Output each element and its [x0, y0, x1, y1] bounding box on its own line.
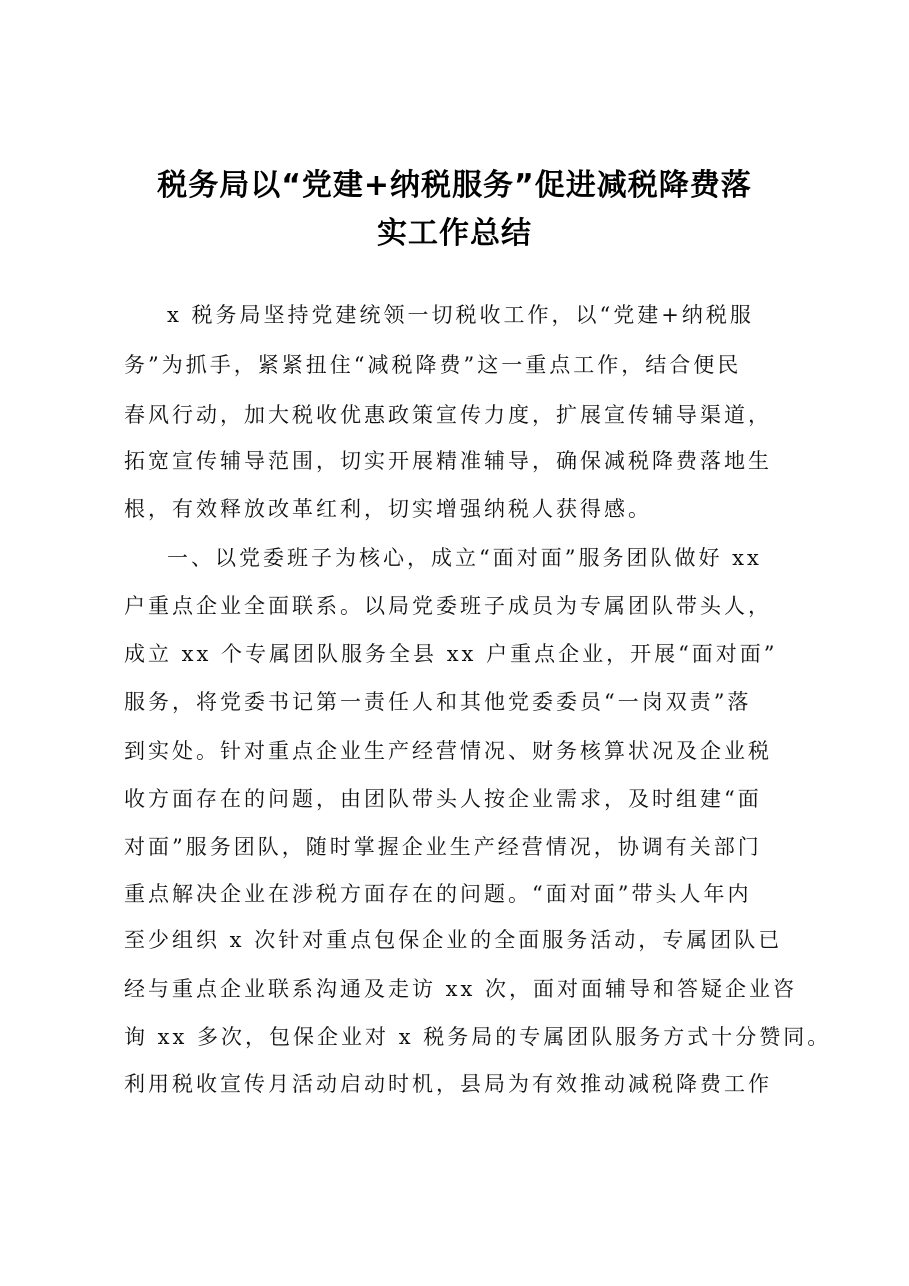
body-line-2: 务”为抓手，紧紧扭住“减税降费”这一重点工作，结合便民	[124, 353, 742, 377]
body-line-17: 利用税收宣传月活动启动时机，县局为有效推动减税降费工作	[124, 1072, 772, 1096]
body-line-7: 户重点企业全面联系。以局党委班子成员为专属团队带头人，	[124, 594, 772, 618]
body-line-10: 到实处。针对重点企业生产经营情况、财务核算状况及企业税	[124, 739, 772, 763]
body-line-3: 春风行动，加大税收优惠政策宣传力度，扩展宣传辅导渠道，	[124, 403, 772, 427]
body-line-5: 根，有效释放改革红利，切实增强纳税人获得感。	[124, 497, 652, 521]
body-line-4: 拓宽宣传辅导范围，切实开展精准辅导，确保减税降费落地生	[124, 449, 772, 473]
body-line-14: 至少组织 x 次针对重点包保企业的全面服务活动，专属团队已	[124, 928, 783, 952]
body-line-9: 服务，将党委书记第一责任人和其他党委委员“一岗双责”落	[124, 690, 752, 714]
body-line-6: 一、以党委班子为核心，成立“面对面”服务团队做好 xx	[167, 546, 762, 570]
body-line-12: 对面”服务团队，随时掌握企业生产经营情况，协调有关部门	[124, 835, 762, 859]
body-line-15: 经与重点企业联系沟通及走访 xx 次，面对面辅导和答疑企业咨	[124, 977, 798, 1001]
body-line-8: 成立 xx 个专属团队服务全县 xx 户重点企业，开展“面对面”	[124, 642, 778, 666]
body-line-16: 询 xx 多次，包保企业对 x 税务局的专属团队服务方式十分赞同。	[124, 1025, 832, 1049]
document-title-line-1: 税务局以“党建+纳税服务”促进减税降费落	[157, 168, 752, 203]
body-line-1: x 税务局坚持党建统领一切税收工作，以“党建+纳税服	[167, 303, 754, 327]
body-line-13: 重点解决企业在涉税方面存在的问题。“面对面”带头人年内	[124, 882, 752, 906]
body-line-11: 收方面存在的问题，由团队带头人按企业需求，及时组建“面	[124, 787, 762, 811]
document-title-line-2: 实工作总结	[377, 216, 532, 251]
